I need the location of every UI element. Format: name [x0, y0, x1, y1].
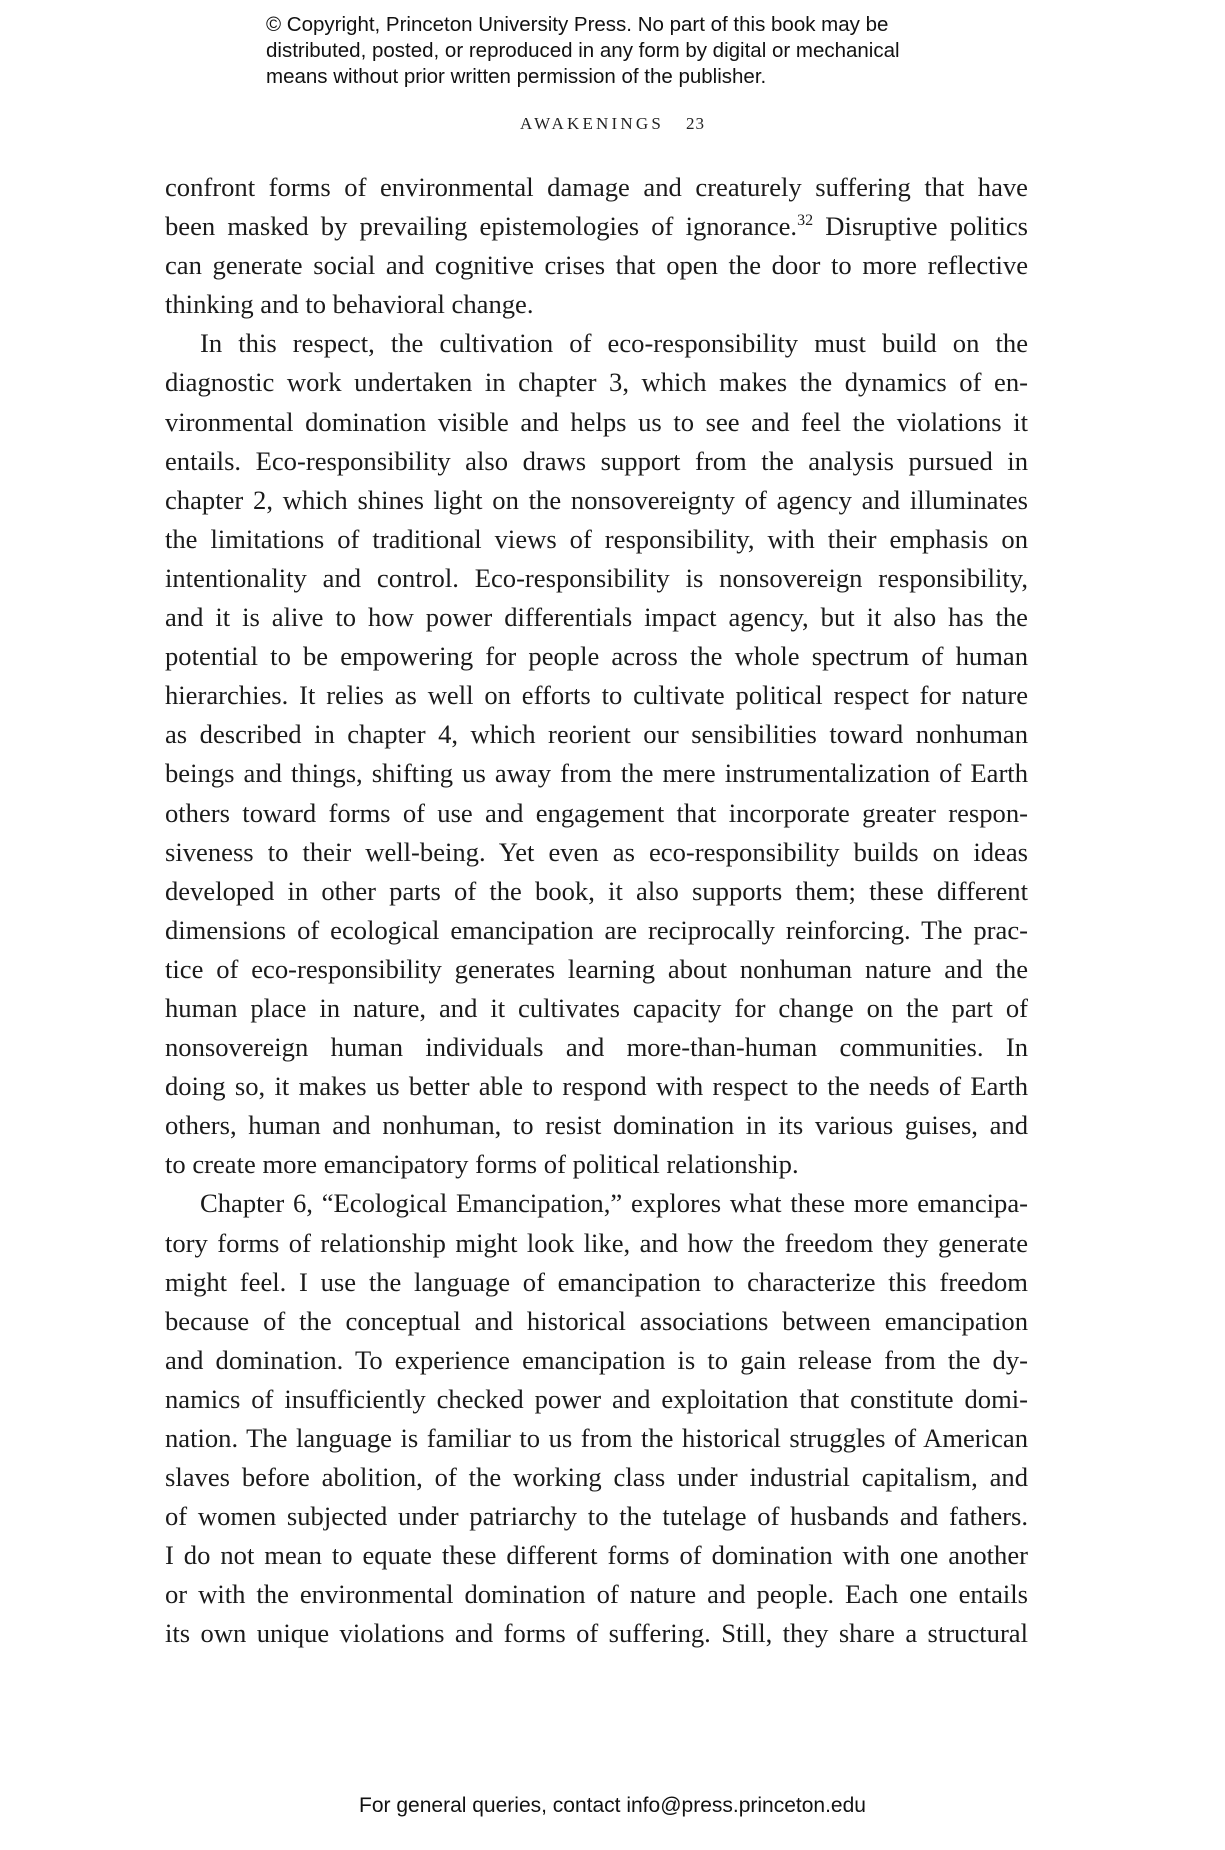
- text-line: nation. The language is familiar to us from the historical struggles of American: [165, 1423, 1028, 1453]
- running-head-title: AWAKENINGS: [520, 114, 664, 133]
- text-line: dimensions of ecological emancipation are reciprocally reinforcing. The prac-: [165, 914, 1028, 945]
- text-line: namics of insufficiently checked power and exploitation that constitute domi-: [165, 1383, 1028, 1414]
- text-line: Chapter 6, “Ecological Emancipation,” explores what these more emancipa-: [200, 1188, 1028, 1219]
- text-line: nonsovereign human individuals and more-than-human communities. In: [165, 1032, 1028, 1063]
- paragraph: [165, 168, 1028, 324]
- text-line: entails. Eco-responsibility also draws support from the analysis pursued in: [165, 445, 1028, 476]
- text-line: to create more emancipatory forms of political relationship.: [165, 1149, 799, 1180]
- running-head: [0, 114, 1225, 134]
- text-line: its own unique violations and forms of suffering. Still, they share a structural: [165, 1618, 1028, 1649]
- copyright-line: distributed, posted, or reproduced in any form by digital or mechanical: [266, 39, 900, 62]
- text-line: beings and things, shifting us away from the mere instrumentalization of Earth: [165, 758, 1028, 789]
- text-line: doing so, it makes us better able to respond with respect to the needs of Earth: [165, 1071, 1028, 1102]
- text-line: thinking and to behavioral change.: [165, 289, 534, 320]
- text-line: slaves before abolition, of the working class under industrial capitalism, and: [165, 1462, 1028, 1493]
- footer-contact: For general queries, contact info@press.princeton.edu: [359, 1794, 866, 1817]
- text-line: tice of eco-responsibility generates learning about nonhuman nature and the: [165, 953, 1028, 984]
- text-line: potential to be empowering for people across the whole spectrum of human: [165, 641, 1028, 672]
- text-segment: Disruptive politics: [813, 211, 1028, 242]
- paragraph: [165, 324, 1028, 1184]
- text-line: might feel. I use the language of emancipation to characterize this freedom: [165, 1266, 1028, 1297]
- text-line: confront forms of environmental damage and creaturely suffering that have: [165, 172, 1028, 202]
- copyright-line: means without prior written permission of the publisher.: [266, 65, 767, 88]
- text-line: developed in other parts of the book, it also supports them; these different: [165, 875, 1028, 906]
- body-text: [165, 168, 1028, 1654]
- text-line: diagnostic work undertaken in chapter 3, which makes the dynamics of en-: [165, 367, 1028, 398]
- text-line: hierarchies. It relies as well on efforts to cultivate political respect for nature: [165, 680, 1028, 711]
- text-line: and domination. To experience emancipation is to gain release from the dy-: [165, 1344, 1028, 1375]
- text-line: can generate social and cognitive crises that open the door to more reflective: [165, 250, 1028, 281]
- text-line: vironmental domination visible and helps us to see and feel the violations it: [165, 406, 1028, 437]
- text-line: In this respect, the cultivation of eco-responsibility must build on the: [200, 328, 1028, 359]
- copyright-line: © Copyright, Princeton University Press. No part of this book may be: [266, 13, 889, 36]
- paragraph: [165, 1184, 1028, 1653]
- text-line: intentionality and control. Eco-responsibility is nonsovereign responsibility,: [165, 562, 1028, 593]
- text-line: [165, 207, 1028, 246]
- text-segment: been masked by prevailing epistemologies of ignorance.: [165, 211, 798, 242]
- text-line: the limitations of traditional views of responsibility, with their emphasis on: [165, 523, 1028, 554]
- text-line: as described in chapter 4, which reorient our sensibilities toward nonhuman: [165, 719, 1028, 750]
- footnote-marker: 32: [797, 212, 814, 230]
- text-line: others, human and nonhuman, to resist domination in its various guises, and: [165, 1110, 1028, 1141]
- copyright-notice: [266, 12, 986, 90]
- text-line: of women subjected under patriarchy to the tutelage of husbands and fathers.: [165, 1501, 1028, 1532]
- text-line: and it is alive to how power differentials impact agency, but it also has the: [165, 602, 1028, 633]
- page-number: 23: [685, 114, 705, 133]
- text-line: human place in nature, and it cultivates capacity for change on the part of: [165, 992, 1028, 1023]
- text-line: siveness to their well-being. Yet even as eco-responsibility builds on ideas: [165, 836, 1028, 867]
- text-line: tory forms of relationship might look like, and how the freedom they generate: [165, 1227, 1028, 1258]
- text-line: I do not mean to equate these different forms of domination with one another: [165, 1540, 1028, 1571]
- text-line: or with the environmental domination of nature and people. Each one entails: [165, 1579, 1028, 1610]
- text-line: others toward forms of use and engagement that incorporate greater respon-: [165, 797, 1028, 828]
- text-line: chapter 2, which shines light on the nonsovereignty of agency and illuminates: [165, 484, 1028, 515]
- text-line: because of the conceptual and historical associations between emancipation: [165, 1305, 1028, 1336]
